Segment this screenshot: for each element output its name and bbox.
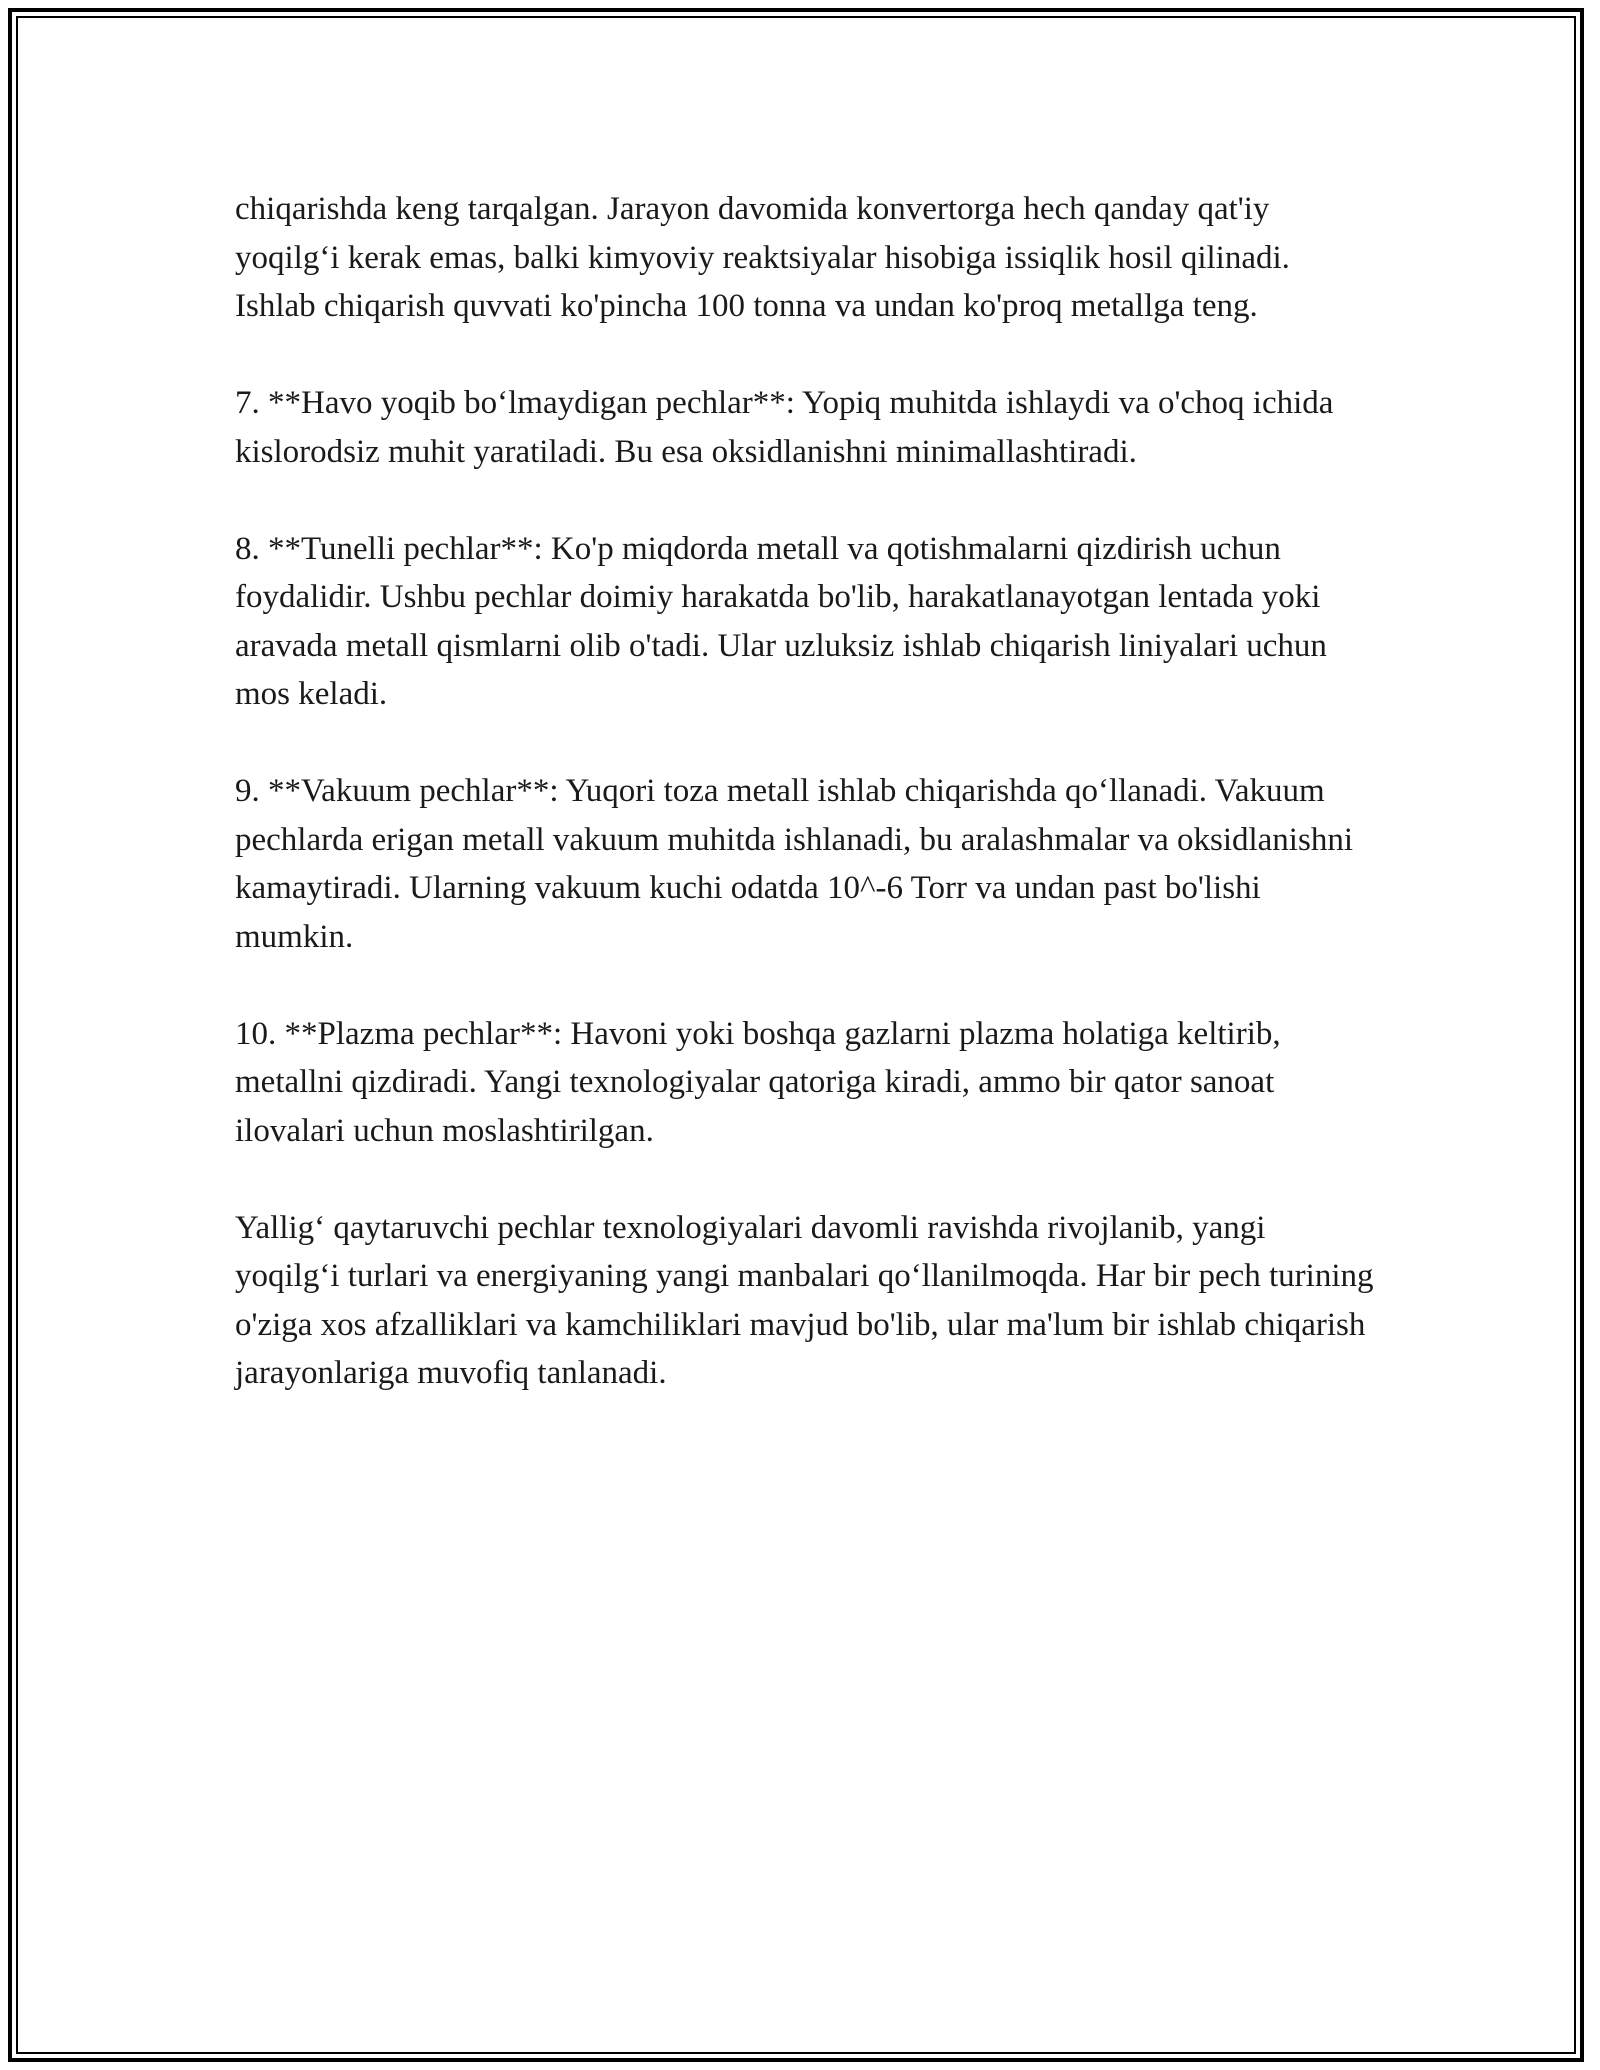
paragraph-item-9: 9. **Vakuum pechlar**: Yuqori toza metall ishlab chiqarishda qo‘llanadi. Vakuum pechlarda erigan metall vakuum muhitda ishlanadi, bu aralashmalar va oksidlanishni kamaytiradi. Ularning vakuum kuchi odatda 10^-6 Torr va undan past bo'lishi mumkin. xyxy=(235,773,1353,955)
paragraph-item-7: 7. **Havo yoqib bo‘lmaydigan pechlar**: Yopiq muhitda ishlaydi va o'choq ichida kislorodsiz muhit yaratiladi. Bu esa oksidlanishni minimallashtiradi. xyxy=(235,385,1334,470)
paragraph-item-8: 8. **Tunelli pechlar**: Ko'p miqdorda metall va qotishmalarni qizdirish uchun foydalidir. Ushbu pechlar doimiy harakatda bo'lib, harakatlanayotgan lentada yoki aravada metall qismlarni olib o'tadi. Ular uzluksiz ishlab chiqarish liniyalari uchun mos keladi. xyxy=(235,530,1327,712)
paragraph-conclusion: Yallig‘ qaytaruvchi pechlar texnologiyalari davomli ravishda rivojlanib, yangi yoqilg‘i turlari va energiyaning yangi manbalari qo‘llanilmoqda. Har bir pech turining o'ziga xos afzalliklari va kamchiliklari mavjud bo'lib, ular ma'lum bir ishlab chiqarish jarayonlariga muvofiq tanlanadi. xyxy=(235,1209,1374,1391)
document-body xyxy=(235,185,1375,1446)
paragraph-item-10: 10. **Plazma pechlar**: Havoni yoki boshqa gazlarni plazma holatiga keltirib, metallni qizdiradi. Yangi texnologiyalar qatoriga kiradi, ammo bir qator sanoat ilovalari uchun moslashtirilgan. xyxy=(235,1015,1281,1149)
paragraph-converter-continued: chiqarishda keng tarqalgan. Jarayon davomida konvertorga hech qanday qat'iy yoqilg‘i kerak emas, balki kimyoviy reaktsiyalar hisobiga issiqlik hosil qilinadi. Ishlab chiqarish quvvati ko'pincha 100 tonna va undan ko'proq metallga teng. xyxy=(235,191,1290,324)
